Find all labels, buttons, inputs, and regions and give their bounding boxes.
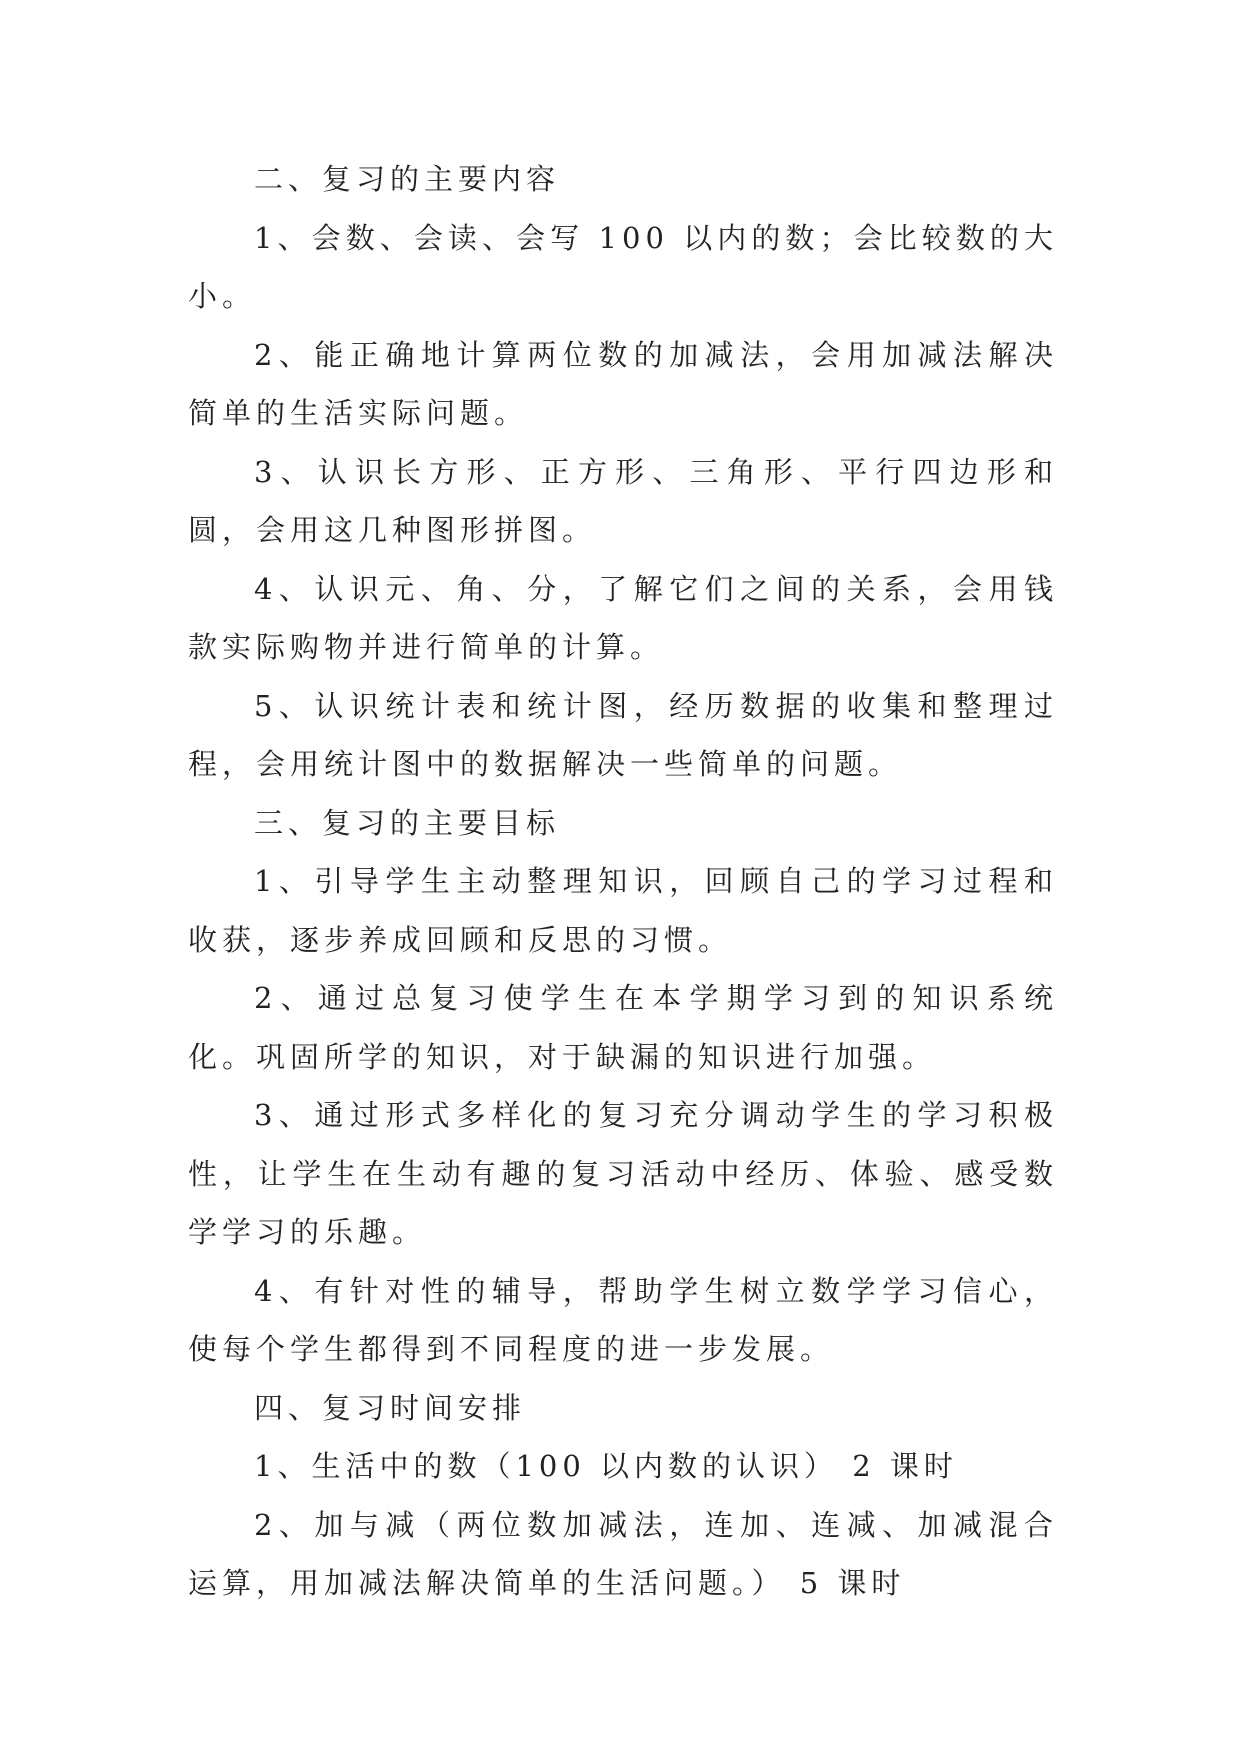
content-item-1: 1、会数、会读、会写 100 以内的数；会比较数的大小。 [188, 220, 1058, 313]
goal-item-1: 1、引导学生主动整理知识，回顾自己的学习过程和收获，逐步养成回顾和反思的习惯。 [188, 864, 1058, 957]
content-item-2: 2、能正确地计算两位数的加减法，会用加减法解决简单的生活实际问题。 [188, 337, 1058, 430]
schedule-item-2: 2、加与减（两位数加减法，连加、连减、加减混合运算，用加减法解决简单的生活问题。） 5 课时 [188, 1507, 1058, 1600]
content-item-5: 5、认识统计表和统计图，经历数据的收集和整理过程，会用统计图中的数据解决一些简单的问题。 [188, 688, 1058, 781]
goal-item-2: 2、通过总复习使学生在本学期学习到的知识系统化。巩固所学的知识，对于缺漏的知识进行加强。 [188, 981, 1058, 1074]
section-heading-content: 二、复习的主要内容 [254, 162, 561, 196]
content-item-3: 3、认识长方形、正方形、三角形、平行四边形和圆，会用这几种图形拼图。 [188, 454, 1058, 547]
goal-item-3: 3、通过形式多样化的复习充分调动学生的学习积极性，让学生在生动有趣的复习活动中经历、体验、感受数学学习的乐趣。 [188, 1098, 1058, 1249]
document-page [188, 150, 1058, 1613]
schedule-item-1: 1、生活中的数（100 以内数的认识） 2 课时 [254, 1449, 958, 1483]
goal-item-4: 4、有针对性的辅导，帮助学生树立数学学习信心，使每个学生都得到不同程度的进一步发展。 [188, 1273, 1058, 1366]
content-item-4: 4、认识元、角、分，了解它们之间的关系，会用钱款实际购物并进行简单的计算。 [188, 571, 1058, 664]
section-heading-goals: 三、复习的主要目标 [254, 805, 561, 840]
section-heading-schedule: 四、复习时间安排 [254, 1390, 527, 1425]
